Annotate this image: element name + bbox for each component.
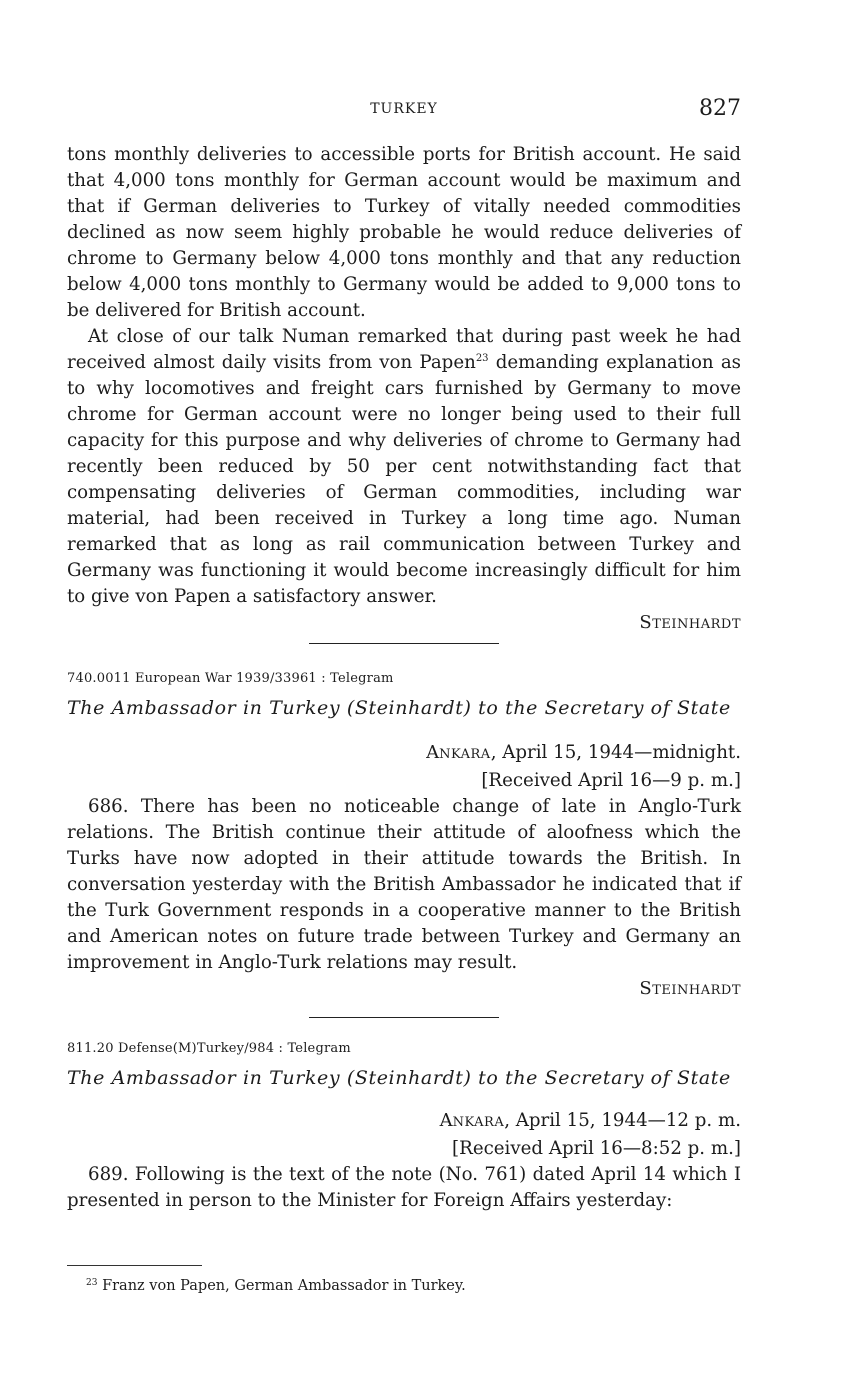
place-initial: A [426, 742, 440, 763]
dateline [67, 1108, 741, 1136]
document-title: The Ambassador in Turkey (Steinhardt) to the Secretary of State [67, 697, 731, 719]
numan-paragraph [67, 324, 741, 610]
signature-initial: S [639, 978, 653, 999]
document-686 [67, 670, 741, 1004]
paragraph-text: demanding explanation as to why locomotives and freight cars furnished by Germany to move chrome for German account were no longer being used to their full capacity for this purpose and why deliveries of chrome to Germany had recently been reduced by 50 per cent notwithstanding fact that compensating deliveries of German commodities, including war material, had been received in Turkey a long time ago. Numan remarked that as long as rail communication between Turkey and Germany was functioning it would become increasingly difficult for him to give von Papen a satisfactory answer. [67, 352, 742, 607]
place-rest: NKARA [452, 1115, 505, 1130]
running-header [67, 96, 741, 126]
footnotes [67, 1265, 741, 1296]
footnote-divider [67, 1265, 202, 1266]
document-title: The Ambassador in Turkey (Steinhardt) to the Secretary of State [67, 1067, 731, 1089]
file-reference: 740.0011 European War 1939/33961 : Telegram [67, 671, 394, 686]
page-number: 827 [699, 96, 741, 121]
received-line: [Received April 16—9 p. m.] [481, 770, 741, 791]
date: , April 15, 1944—midnight. [490, 742, 741, 763]
date: , April 15, 1944—12 p. m. [504, 1110, 741, 1131]
section-divider [309, 643, 499, 644]
signature-rest: TEINHARDT [652, 617, 741, 632]
place-initial: A [439, 1110, 453, 1131]
running-title: TURKEY [370, 101, 438, 117]
footnote-text: Franz von Papen, German Ambassador in Turkey. [102, 1278, 466, 1294]
place-rest: NKARA [439, 747, 491, 762]
document-689 [67, 1040, 741, 1214]
signature [67, 976, 741, 1004]
telegram-body: 689. Following is the text of the note (No. 761) dated April 14 which I presented in person to the Minister for Foreign Affairs yesterday: [67, 1164, 741, 1211]
file-reference: 811.20 Defense(M)Turkey/984 : Telegram [67, 1041, 351, 1056]
footnote-marker: 23 [86, 1278, 98, 1288]
footnote-ref: 23 [475, 353, 489, 364]
continuation-paragraph: tons monthly deliveries to accessible ports for British account. He said that 4,000 tons monthly for German account would be maximum and that if German deliveries to Turkey of vitally needed commodities declined as now seem highly probable he would reduce deliveries of chrome to Germany below 4,000 tons monthly and that any reduction below 4,000 tons monthly to Germany would be added to 9,000 tons to be delivered for British account. [67, 144, 741, 321]
signature-initial: S [639, 612, 653, 633]
signature [67, 610, 741, 638]
received-line: [Received April 16—8:52 p. m.] [452, 1138, 741, 1159]
footnote [67, 1276, 741, 1296]
section-divider [309, 1017, 499, 1018]
signature-rest: TEINHARDT [652, 983, 741, 998]
paragraph-text: At close of our talk Numan remarked that during past week he had received almost daily visits from von Papen [67, 326, 741, 373]
continued-document [67, 142, 741, 638]
dateline [67, 740, 741, 768]
telegram-body: 686. There has been no noticeable change of late in Anglo-Turk relations. The British continue their attitude of aloofness which the Turks have now adopted in their attitude towards the British. In conversation yesterday with the British Ambassador he indicated that if the Turk Government responds in a cooperative manner to the British and American notes on future trade between Turkey and Germany an improvement in Anglo-Turk relations may result. [67, 796, 741, 973]
